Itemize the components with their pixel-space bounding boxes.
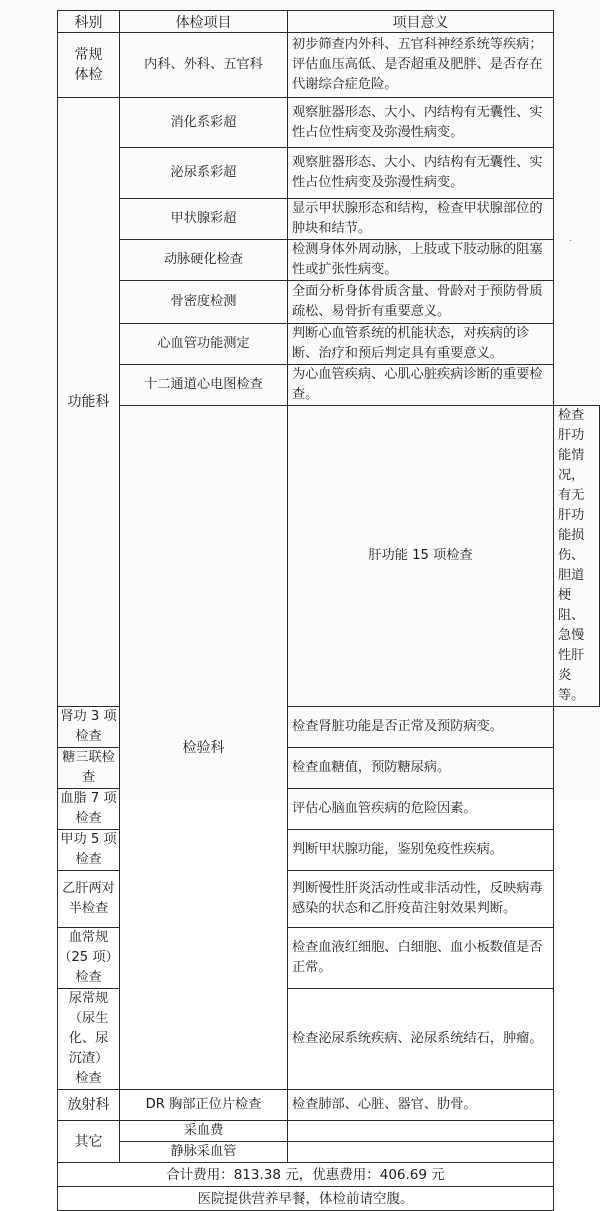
checkup-table [57,10,600,1211]
dept-lab: 检验科 [120,406,288,1090]
meaning-cell: 检查肝功能情况，有无肝功能损伤、胆道梗阻、急慢性肝炎等。 [554,406,600,707]
total-row [58,1163,600,1187]
table-row [58,98,600,148]
meaning-cell: 为心血管疾病、心肌心脏疾病诊断的重要检查。 [288,365,554,406]
item-cell: 血常规（25 项）检查 [58,928,120,989]
meaning-cell: 全面分析身体骨质含量、骨龄对于预防骨质疏松、易骨折有重要意义。 [288,281,554,324]
table-row [58,33,600,98]
note-row [58,1187,600,1211]
header-item: 体检项目 [120,11,288,33]
dept-functional: 功能科 [58,98,120,707]
total-cost: 合计费用：813.38 元，优惠费用：406.69 元 [58,1163,554,1187]
table-row [58,199,600,240]
item-cell: 心血管功能测定 [120,324,288,365]
meaning-cell: 检查泌尿系统疾病、泌尿系统结石，肿瘤。 [288,989,554,1090]
item-cell: 甲状腺彩超 [120,199,288,240]
table-row [58,365,600,406]
meaning-cell: 显示甲状腺形态和结构，检查甲状腺部位的肿块和结节。 [288,199,554,240]
header-row [58,11,600,33]
item-cell: 静脉采血管 [120,1142,288,1163]
meaning-cell: 判断甲状腺功能，鉴别免疫性疾病。 [288,830,554,871]
item-cell: 消化系彩超 [120,98,288,148]
item-cell: 采血费 [120,1121,288,1142]
meaning-cell [288,1142,554,1163]
meaning-cell: 观察脏器形态、大小、内结构有无囊性、实性占位性病变及弥漫性病变。 [288,98,554,148]
meaning-cell [288,1121,554,1142]
table-row [58,1142,600,1163]
scan-speck: · [569,236,573,247]
meaning-cell: 检查肺部、心脏、器官、肋骨。 [288,1090,554,1121]
meaning-cell: 观察脏器形态、大小、内结构有无囊性、实性占位性病变及弥漫性病变。 [288,148,554,199]
item-cell: 甲功 5 项检查 [58,830,120,871]
meaning-cell: 判断慢性肝炎活动性或非活动性，反映病毒感染的状态和乙肝疫苗注射效果判断。 [288,871,554,928]
header-meaning: 项目意义 [288,11,554,33]
dept-radiology: 放射科 [58,1090,120,1121]
item-cell: 肝功能 15 项检查 [288,406,554,707]
table-row [58,240,600,281]
header-dept: 科别 [58,11,120,33]
meaning-cell: 检查血糖值，预防糖尿病。 [288,748,554,789]
meaning-cell: 检测身体外周动脉，上肢或下肢动脉的阻塞性或扩张性病变。 [288,240,554,281]
item-cell: 血脂 7 项检查 [58,789,120,830]
item-cell: DR 胸部正位片检查 [120,1090,288,1121]
table-row [58,406,600,707]
meaning-cell: 评估心脑血管疾病的危险因素。 [288,789,554,830]
item-cell: 内科、外科、五官科 [120,33,288,98]
meaning-cell: 检查肾脏功能是否正常及预防病变。 [288,707,554,748]
meaning-cell: 初步筛查内外科、五官科神经系统等疾病；评估血压高低、是否超重及肥胖、是否存在代谢综合症危险。 [288,33,554,98]
item-cell: 十二通道心电图检查 [120,365,288,406]
item-cell: 糖三联检查 [58,748,120,789]
table-row [58,281,600,324]
item-cell: 泌尿系彩超 [120,148,288,199]
fasting-note: 医院提供营养早餐，体检前请空腹。 [58,1187,554,1211]
item-cell: 肾功 3 项检查 [58,707,120,748]
table-row [58,1121,600,1142]
meaning-cell: 检查血液红细胞、白细胞、血小板数值是否正常。 [288,928,554,989]
table-row [58,148,600,199]
item-cell: 骨密度检测 [120,281,288,324]
item-cell: 动脉硬化检查 [120,240,288,281]
table-row [58,324,600,365]
table-row [58,1090,600,1121]
item-cell: 乙肝两对半检查 [58,871,120,928]
meaning-cell: 判断心血管系统的机能状态，对疾病的诊断、治疗和预后判定具有重要意义。 [288,324,554,365]
dept-other: 其它 [58,1121,120,1163]
dept-routine: 常规体检 [58,33,120,98]
item-cell: 尿常规（尿生化、尿沉渣）检查 [58,989,120,1090]
